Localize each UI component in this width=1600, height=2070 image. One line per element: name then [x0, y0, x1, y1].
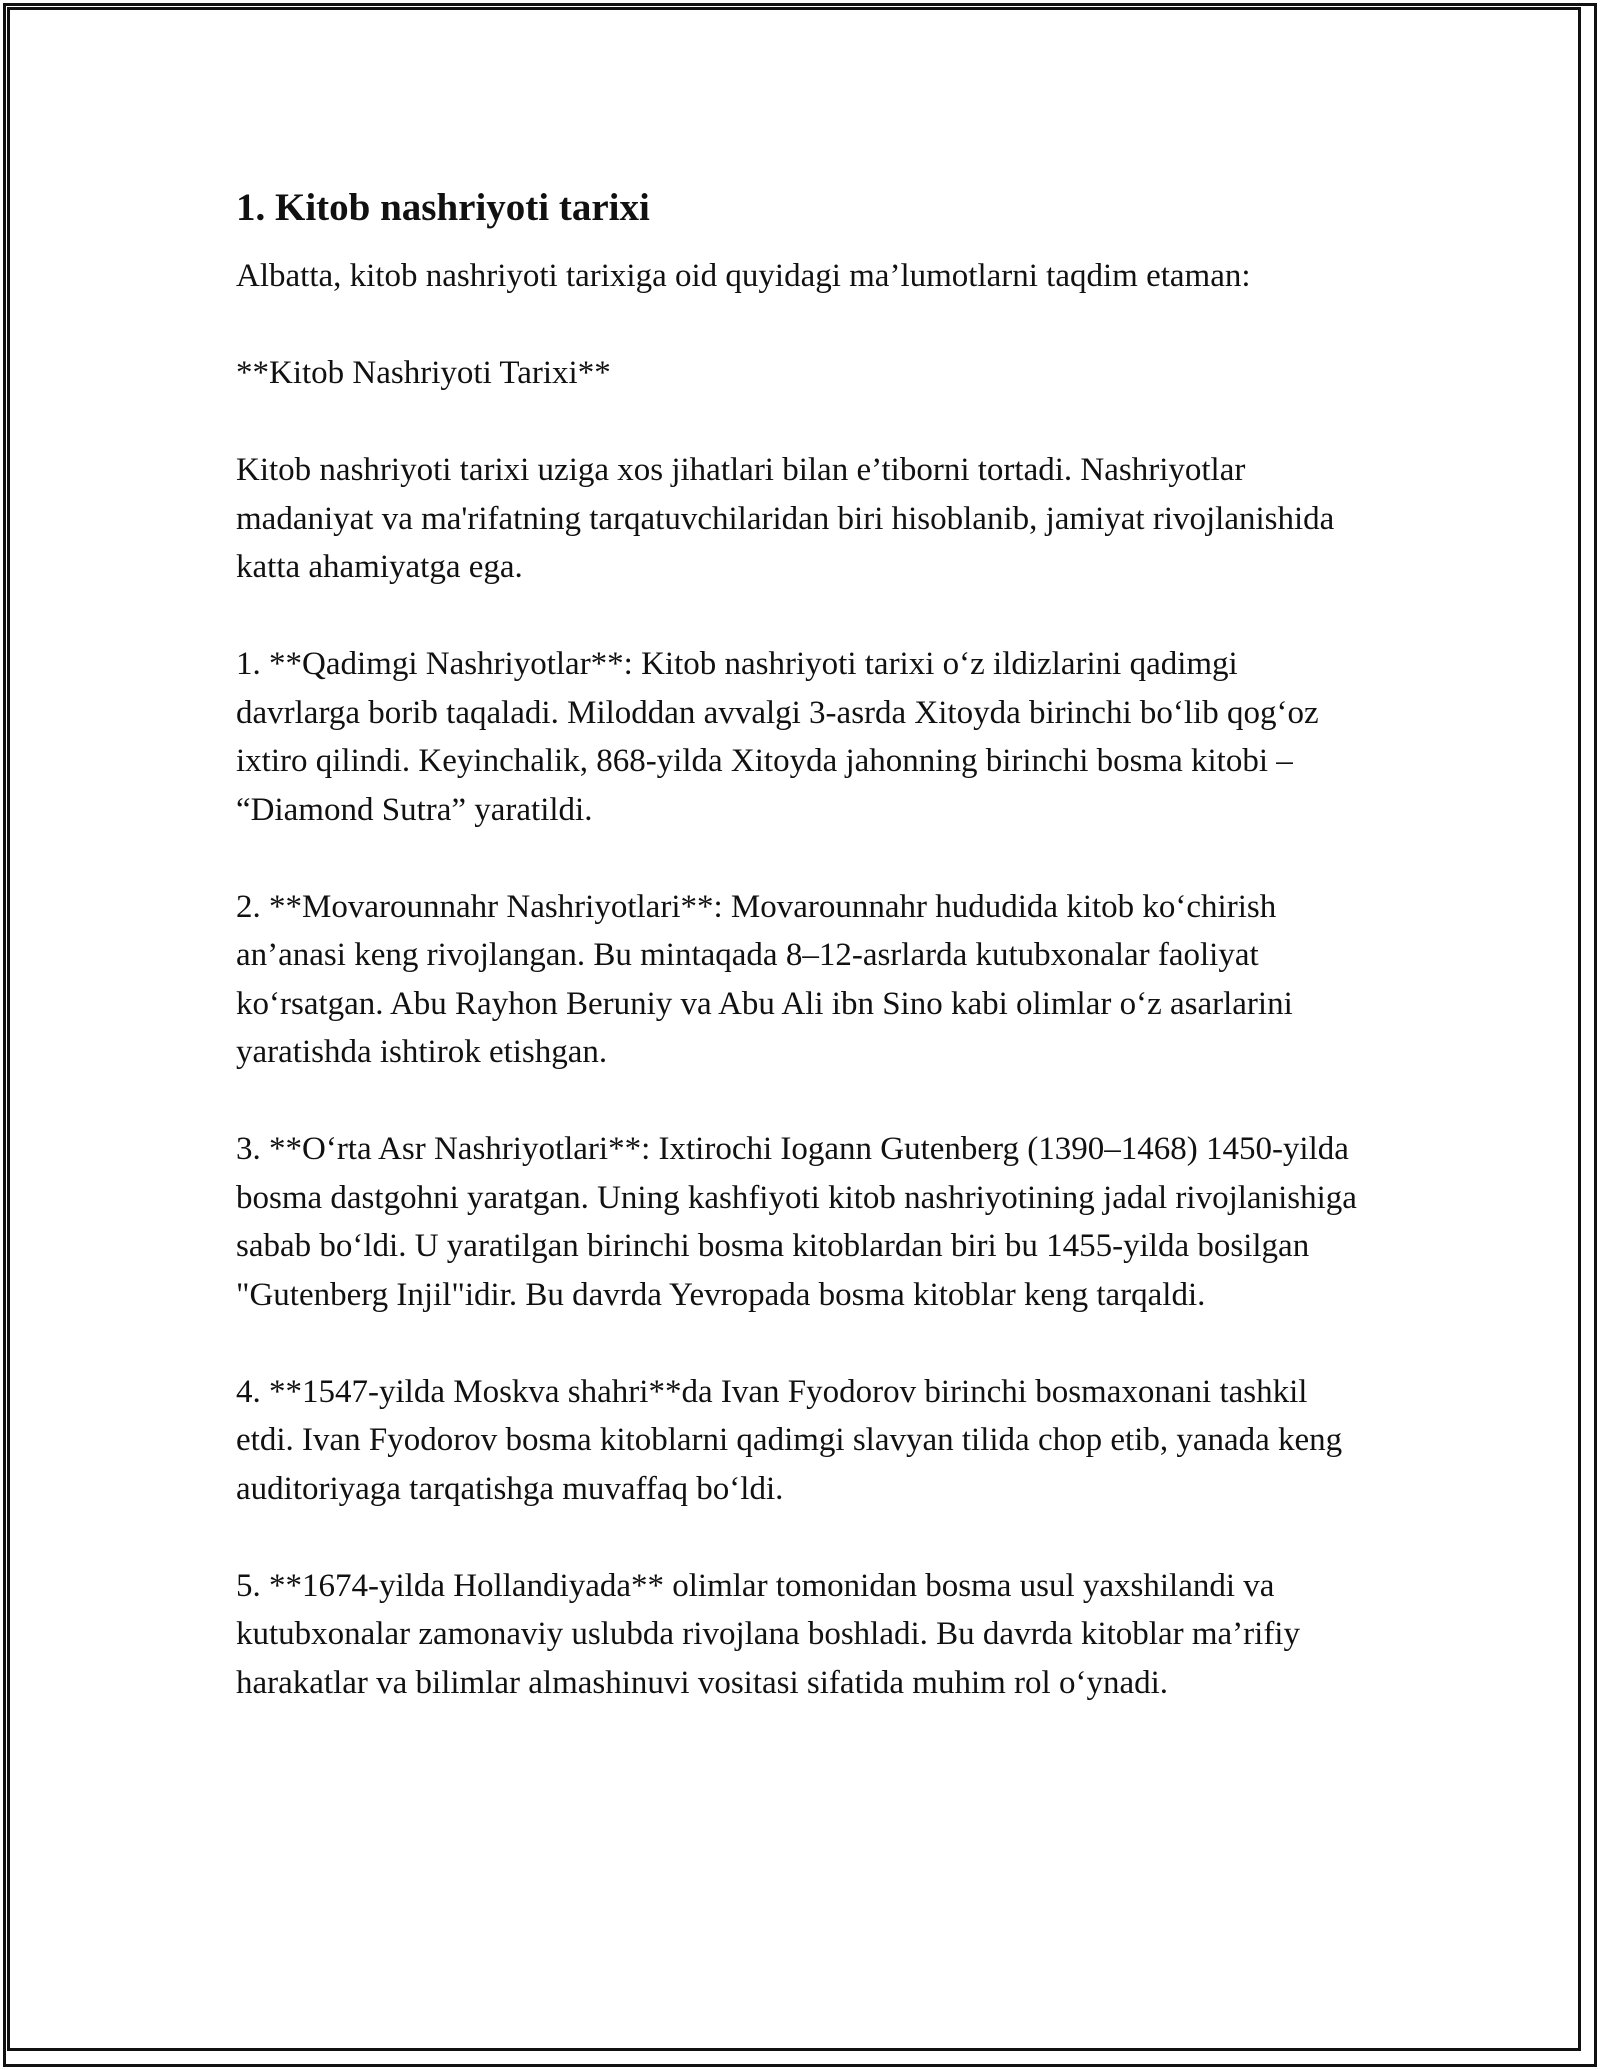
list-item-2-paragraph: 2. **Movarounnahr Nashriyotlari**: Movarounnahr hududida kitob ko‘chirish an’anasi keng rivojlangan. Bu mintaqada 8–12-asrlarda kutubxonalar faoliyat ko‘rsatgan. Abu Rayhon Beruniy va Abu Ali ibn Sino kabi olimlar o‘z asarlarini yaratishda ishtirok etishgan.	[236, 888, 1293, 1070]
list-item-5-paragraph: 5. **1674-yilda Hollandiyada** olimlar tomonidan bosma usul yaxshilandi va kutubxonalar zamonaviy uslubda rivojlana boshladi. Bu davrda kitoblar ma’rifiy harakatlar va bilimlar almashinuvi vositasi sifatida muhim rol o‘ynadi.	[236, 1567, 1300, 1701]
list-item-1-paragraph: 1. **Qadimgi Nashriyotlar**: Kitob nashriyoti tarixi o‘z ildizlarini qadimgi davrlarga borib taqaladi. Miloddan avvalgi 3-asrda Xitoyda birinchi bo‘lib qog‘oz ixtiro qilindi. Keyinchalik, 868-yilda Xitoyda jahonning birinchi bosma kitobi – “Diamond Sutra” yaratildi.	[236, 646, 1319, 828]
list-item-3-paragraph: 3. **O‘rta Asr Nashriyotlari**: Ixtirochi Iogann Gutenberg (1390–1468) 1450-yilda bosma dastgohni yaratgan. Uning kashfiyoti kitob nashriyotining jadal rivojlanishiga sabab bo‘ldi. U yaratilgan birinchi bosma kitoblardan biri bu 1455-yilda bosilgan "Gutenberg Injil"idir. Bu davrda Yevropada bosma kitoblar keng tarqaldi.	[236, 1131, 1357, 1313]
intro-paragraph: Albatta, kitob nashriyoti tarixiga oid quyidagi ma’lumotlarni taqdim etaman:	[236, 258, 1251, 294]
overview-paragraph: Kitob nashriyoti tarixi uziga xos jihatlari bilan e’tiborni tortadi. Nashriyotlar madaniyat va ma'rifatning tarqatuvchilaridan biri hisoblanib, jamiyat rivojlanishida katta ahamiyatga ega.	[236, 452, 1335, 585]
document-heading: 1. Kitob nashriyoti tarixi	[236, 186, 650, 229]
section-title-paragraph: **Kitob Nashriyoti Tarixi**	[236, 355, 611, 391]
document-body	[236, 184, 1366, 1756]
list-item-4-paragraph: 4. **1547-yilda Moskva shahri**da Ivan Fyodorov birinchi bosmaxonani tashkil etdi. Ivan Fyodorov bosma kitoblarni qadimgi slavyan tilida chop etib, yanada keng auditoriyaga tarqatishga muvaffaq bo‘ldi.	[236, 1373, 1343, 1507]
